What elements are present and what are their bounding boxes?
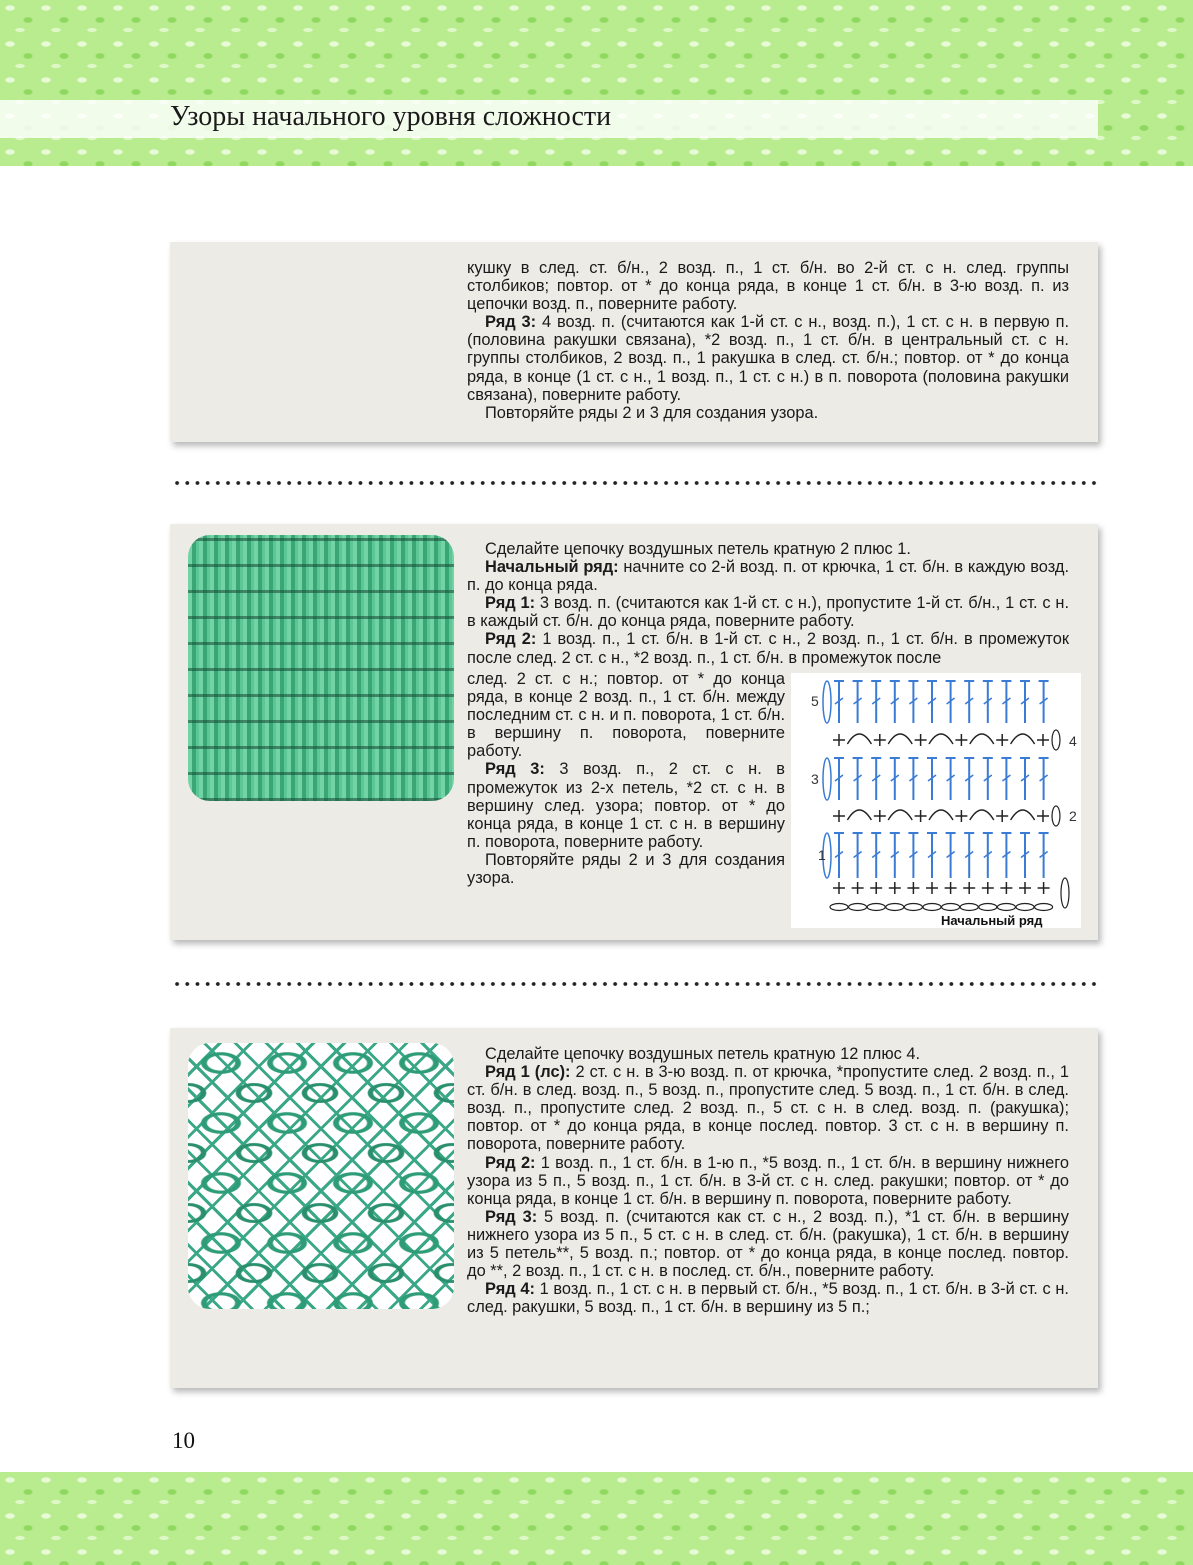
chain-stitch	[849, 904, 867, 911]
paragraph: Ряд 1 (лс): 2 ст. с н. в 3-ю возд. п. от крючка, *пропустите след. 2 возд. п., 1 ст. б/н. в след. возд. п., 5 возд. п., пропустите след. 5 возд. п., 1 ст. б/н. в след. возд. п., пропустите след. 2 возд. п., 5 ст. с н. в след. возд. п. (ракушка); повтор. от * до конца ряда, в конце послед. повтор. 3 ст. с н. в вершину п. поворота, поверните работу.	[467, 1063, 1069, 1154]
pattern-1-text	[467, 259, 1069, 422]
header-knit-band	[0, 0, 1193, 166]
paragraph: Сделайте цепочку воздушных петель кратную 2 плюс 1.	[485, 540, 911, 558]
dotted-divider	[172, 480, 1098, 486]
chart-label: Начальный ряд	[941, 913, 1043, 928]
crochet-sample-photo	[188, 535, 454, 801]
chain-arch	[929, 810, 953, 820]
chain-stitch	[867, 904, 885, 911]
turning-chain	[1061, 878, 1069, 908]
pattern-2-text	[467, 540, 1069, 667]
paragraph: Сделайте цепочку воздушных петель кратную 12 плюс 4.	[485, 1045, 921, 1063]
chain-arch	[888, 734, 912, 744]
row-number-3: 3	[811, 771, 819, 787]
paragraph: Ряд 4: 1 возд. п., 1 ст. с н. в первый ст. б/н., *5 возд. п., 1 ст. б/н. в 3-й ст. с н. след. ракушки, 5 возд. п., 1 ст. б/н. в вершину из 5 п.;	[467, 1280, 1069, 1317]
chain-arch	[1011, 734, 1035, 744]
chain-stitch	[997, 904, 1015, 911]
chain-stitch	[960, 904, 978, 911]
paragraph: кушку в след. ст. б/н., 2 возд. п., 1 ст. б/н. во 2-й ст. с н. след. группы столбиков; повтор. от * до конца ряда, в конце 1 ст. б/н. в 3-ю возд. п. из цепочки возд. п., поверните работу.	[467, 259, 1069, 314]
footer-knit-band	[0, 1472, 1193, 1565]
chain-stitch	[886, 904, 904, 911]
paragraph: Ряд 3: 5 возд. п. (считаются как ст. с н., 2 возд. п.), *1 ст. б/н. в вершину нижнего узора из 5 п., 5 ст. с н. в след. ст. б/н. (ракушка), 1 ст. б/н. в вершину из 5 петель**, 5 возд. п.; повтор. от * до конца ряда, в конце послед. повтор. до **, 2 возд. п., 1 ст. с н. в послед. ст. б/н., поверните работу.	[467, 1207, 1070, 1281]
paragraph: Повторяйте ряды 2 и 3 для создания узора.	[485, 403, 819, 422]
paragraph: Ряд 2: 1 возд. п., 1 ст. б/н. в 1-й ст. с н., 2 возд. п., 1 ст. б/н. в промежуток после след. 2 ст. с н., *2 возд. п., 1 ст. б/н. в промежуток после	[467, 630, 1070, 667]
paragraph: Начальный ряд: начните со 2-й возд. п. от крючка, 1 ст. б/н. в каждую возд. п. до конца ряда.	[467, 558, 1069, 595]
pattern-3-text	[467, 1045, 1069, 1316]
chain-arch	[888, 810, 912, 820]
turning-chain	[823, 758, 831, 800]
chain-arch	[970, 734, 994, 744]
chain-arch	[847, 810, 871, 820]
chain-stitch	[923, 904, 941, 911]
chain-arch	[1011, 810, 1035, 820]
row-number-1: 1	[818, 847, 826, 863]
row-number-2: 2	[1069, 808, 1077, 824]
paragraph: Ряд 2: 1 возд. п., 1 ст. б/н. в 1-ю п., *5 возд. п., 1 ст. б/н. в вершину нижнего узора из 5 п., 5 возд. п., 1 ст. б/н. в 3-й ст. с н. след. ракушки; повтор. от * до конца ряда, в конце 1 ст. б/н. в вершину п. поворота, поверните работу.	[467, 1153, 1069, 1208]
turning-chain	[1052, 730, 1060, 750]
page-number: 10	[172, 1428, 195, 1453]
row-number-5: 5	[811, 693, 819, 709]
crochet-chart	[791, 673, 1081, 928]
chain-stitch	[979, 904, 997, 911]
chain-arch	[929, 734, 953, 744]
chain-stitch	[942, 904, 960, 911]
crochet-sample-photo	[188, 1043, 454, 1309]
page-title: Узоры начального уровня сложности	[170, 101, 612, 132]
turning-chain	[823, 681, 831, 723]
dotted-divider	[172, 981, 1098, 987]
chain-stitch	[904, 904, 922, 911]
paragraph: Ряд 3: 4 возд. п. (считаются как 1-й ст. с н., возд. п.), 1 ст. с н. в первую п. (половина ракушки связана), *2 возд. п., 1 ст. б/н. в центральный ст. с н. группы столбиков, 2 возд. п., 1 ракушка в след. ст. б/н.; повтор. от * до конца ряда, в конце (1 ст. с н., 1 возд. п., 1 ст. с н.) в п. поворота (половина ракушки связана), поверните работу.	[467, 313, 1069, 404]
paragraph: Ряд 1: 3 возд. п. (считаются как 1-й ст. с н.), пропустите 1-й ст. б/н., 1 ст. с н. в каждый ст. б/н. до конца ряда, поверните работу.	[467, 594, 1069, 631]
turning-chain	[1052, 806, 1060, 826]
chain-stitch	[1016, 904, 1034, 911]
chain-arch	[970, 810, 994, 820]
chain-arch	[847, 734, 871, 744]
paragraph: Повторяйте ряды 2 и 3 для создания узора.	[467, 850, 785, 888]
chain-stitch	[1035, 904, 1053, 911]
paragraph: Ряд 3: 3 возд. п., 2 ст. с н. в промежуток из 2-х петель, *2 ст. с н. в вершину след. узора; повтор. от * до конца ряда, в конце 1 ст. с н. в вершину п. поворота, поверните работу.	[467, 760, 785, 851]
chain-stitch	[830, 904, 848, 911]
row-number-4: 4	[1069, 733, 1077, 749]
pattern-2-text-narrow	[467, 670, 785, 887]
paragraph: след. 2 ст. с н.; повтор. от * до конца ряда, в конце 2 возд. п., 1 ст. б/н. между последним ст. с н. и п. поворота, 1 ст. б/н. в вершину п. поворота, поверните работу.	[467, 670, 785, 761]
crochet-chart-symbols	[791, 673, 1081, 928]
